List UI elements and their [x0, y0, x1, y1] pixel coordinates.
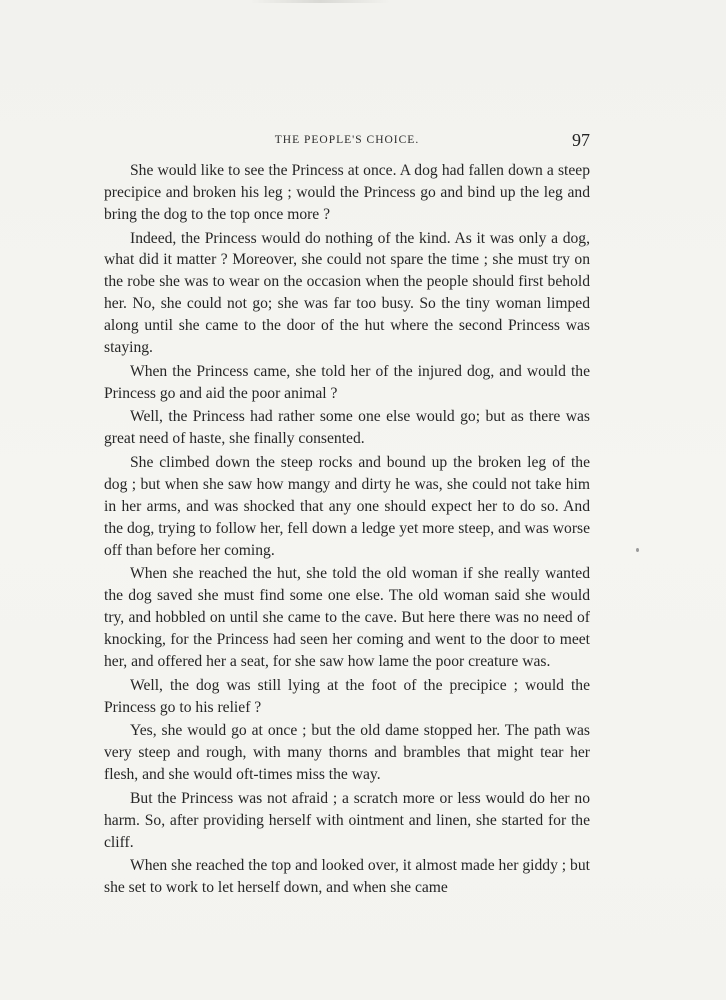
- paragraph-1: She would like to see the Princess at once. A dog had fallen down a steep precipice and broken his leg ; would the Princess go and bind up the leg and bring the dog to the top once more ?: [104, 162, 590, 223]
- ink-speck: [636, 548, 639, 552]
- paragraph-7: Well, the dog was still lying at the foot of the precipice ; would the Princess go to his relief ?: [104, 676, 590, 716]
- paragraph-10: When she reached the top and looked over, it almost made her giddy ; but she set to work to let herself down, and when she came: [104, 857, 590, 897]
- paragraph-2: Indeed, the Princess would do nothing of the kind. As it was only a dog, what did it matter ? Moreover, she could not spare the time ; she must try on the robe she was to wear on the occasion when the people should first behold her. No, she could not go; she was far too busy. So the tiny woman limped along until she came to the door of the hut where the second Princess was staying.: [104, 229, 590, 357]
- paragraph-5: She climbed down the steep rocks and bound up the broken leg of the dog ; but when she saw how mangy and dirty he was, she could not take him in her arms, and was shocked that any one should expect her to do so. And the dog, trying to follow her, fell down a ledge yet more steep, and was worse off than before her coming.: [104, 453, 590, 559]
- page-number: 97: [572, 130, 590, 150]
- paragraph-4: Well, the Princess had rather some one else would go; but as there was great need of haste, she finally consented.: [104, 408, 590, 448]
- paragraph-8: Yes, she would go at once ; but the old dame stopped her. The path was very steep and rough, with many thorns and brambles that might tear her flesh, and she would oft-times miss the way.: [104, 722, 590, 784]
- scan-smudge: [250, 0, 390, 3]
- paragraph-9: But the Princess was not afraid ; a scratch more or less would do her no harm. So, after providing herself with ointment and linen, she started for the cliff.: [104, 789, 590, 851]
- paragraph-3: When the Princess came, she told her of the injured dog, and would the Princess go and aid the poor animal ?: [104, 362, 590, 402]
- page-header: [104, 130, 590, 156]
- body-text: [104, 160, 590, 901]
- paragraph-6: When she reached the hut, she told the old woman if she really wanted the dog saved she must find some one else. The old woman said she would try, and hobbled on until she came to the cave. But here there was no need of knocking, for the Princess had seen her coming and went to the door to meet her, and offered her a seat, for she saw how lame the poor creature was.: [104, 565, 590, 670]
- running-head: THE PEOPLE'S CHOICE.: [274, 134, 420, 146]
